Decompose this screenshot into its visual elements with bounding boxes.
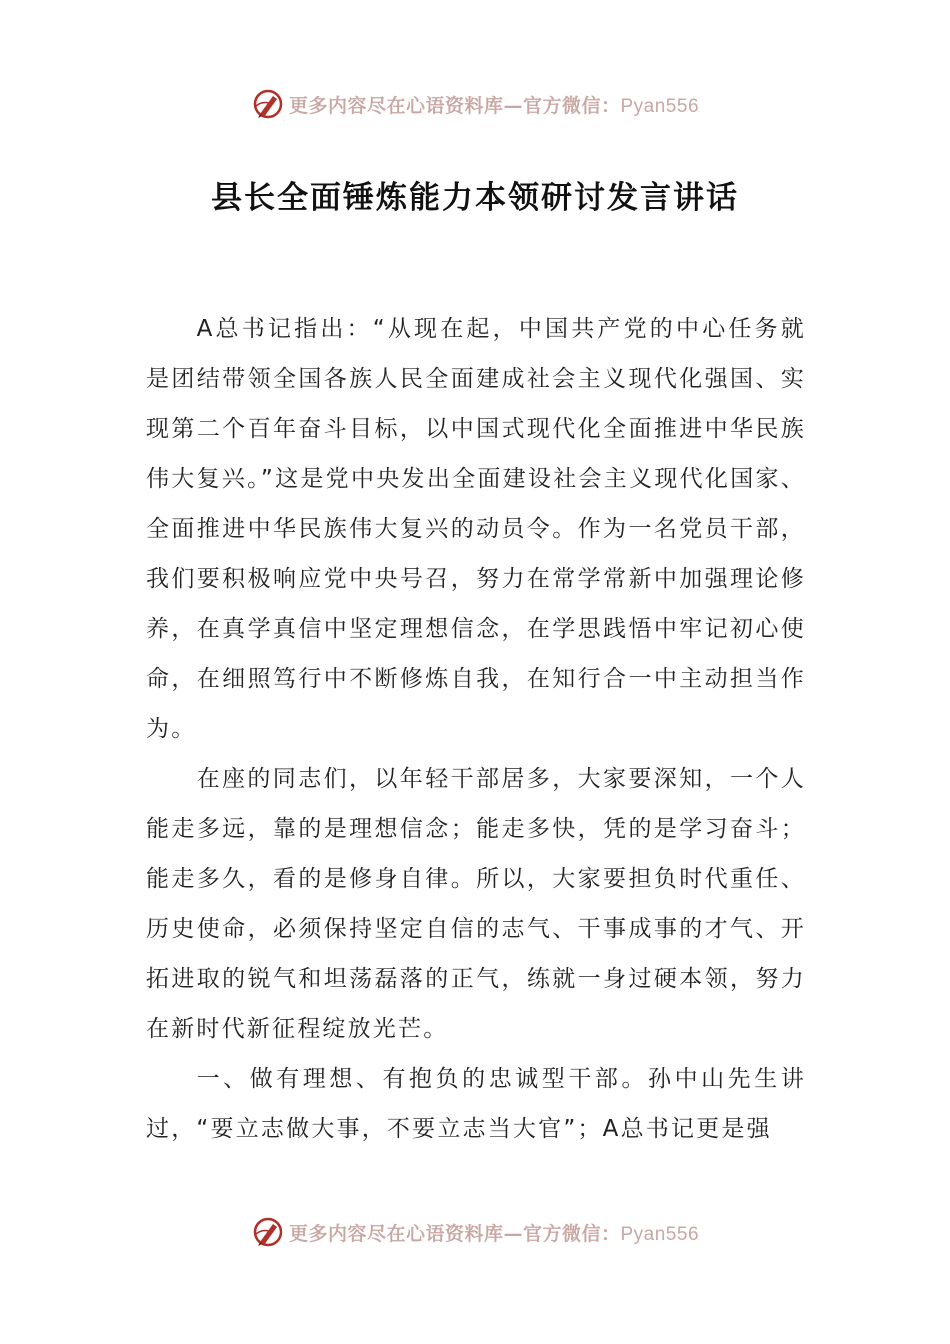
pen-circle-logo-icon [251, 87, 285, 121]
document-body [146, 304, 806, 1154]
footer-watermark [0, 1212, 950, 1252]
document-title: 县长全面锤炼能力本领研讨发言讲话 [211, 180, 739, 216]
paragraph: 在座的同志们，以年轻干部居多，大家要深知，一个人能走多远，靠的是理想信念；能走多快，凭的是学习奋斗；能走多久，看的是修身自律。所以，大家要担负时代重任、历史使命，必须保持坚定自信的志气、干事成事的才气、开拓进取的锐气和坦荡磊落的正气，练就一身过硬本领，努力在新时代新征程绽放光芒。 [146, 766, 806, 1042]
pen-circle-logo-icon [251, 1215, 285, 1249]
header-watermark [0, 84, 950, 124]
watermark-text [289, 91, 699, 118]
paragraph: 一、做有理想、有抱负的忠诚型干部。孙中山先生讲过，“要立志做大事，不要立志当大官”；A总书记更是强 [146, 1066, 806, 1142]
watermark-wechat-id: Pyan556 [620, 1223, 700, 1245]
watermark-text-cn: 更多内容尽在心语资料库—官方微信： [288, 94, 621, 117]
watermark-wechat-id: Pyan556 [620, 95, 700, 117]
paragraph: A总书记指出：“从现在起，中国共产党的中心任务就是团结带领全国各族人民全面建成社会主义现代化强国、实现第二个百年奋斗目标，以中国式现代化全面推进中华民族伟大复兴。”这是党中央发出全面建设社会主义现代化国家、全面推进中华民族伟大复兴的动员令。作为一名党员干部，我们要积极响应党中央号召，努力在常学常新中加强理论修养，在真学真信中坚定理想信念，在学思践悟中牢记初心使命，在细照笃行中不断修炼自我，在知行合一中主动担当作为。 [146, 316, 806, 742]
watermark-text [289, 1219, 699, 1246]
watermark-text-cn: 更多内容尽在心语资料库—官方微信： [288, 1222, 621, 1245]
